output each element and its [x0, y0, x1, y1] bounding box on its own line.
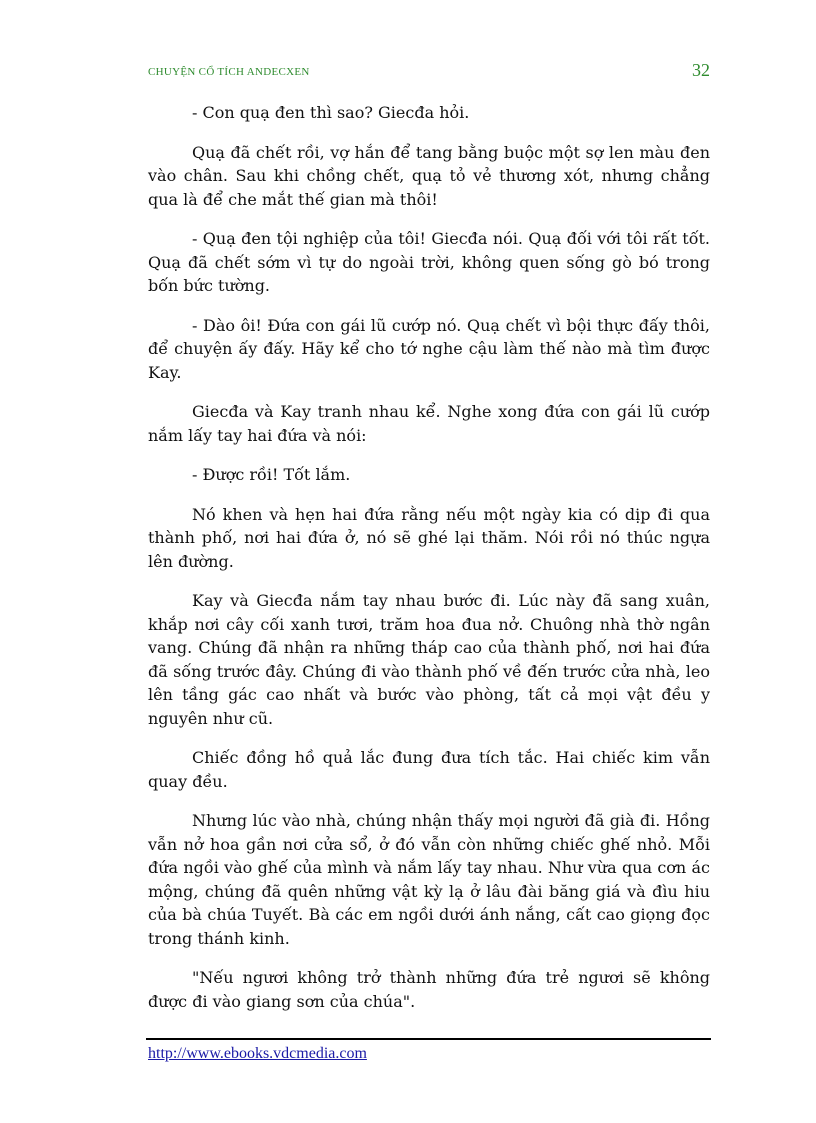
page-header: [148, 60, 710, 84]
paragraph: - Được rồi! Tốt lắm.: [192, 465, 351, 484]
paragraph: Chiếc đồng hồ quả lắc đung đưa tích tắc. Hai chiếc kim vẫn quay đều.: [148, 748, 710, 791]
paragraph: Nhưng lúc vào nhà, chúng nhận thấy mọi người đã già đi. Hồng vẫn nở hoa gần nơi cửa sổ, ở đó vẫn còn những chiếc ghế nhỏ. Mỗi đứa ngồi vào ghế của mình và nắm lấy tay nhau. Như vừa qua cơn ác mộng, chúng đã quên những vật kỳ lạ ở lâu đài băng giá và đìu hiu của bà chúa Tuyết. Bà các em ngồi dưới ánh nắng, cất cao giọng đọc trong thánh kinh.: [148, 811, 710, 948]
paragraph: "Nếu ngươi không trở thành những đứa trẻ ngươi sẽ không được đi vào giang sơn của chúa".: [148, 968, 710, 1011]
paragraph: - Dào ôi! Đứa con gái lũ cướp nó. Quạ chết vì bội thực đấy thôi, để chuyện ấy đấy. Hãy kể cho tớ nghe cậu làm thế nào mà tìm được Kay.: [148, 315, 710, 382]
paragraph: - Con quạ đen thì sao? Giecđa hỏi.: [192, 103, 470, 122]
paragraph: Giecđa và Kay tranh nhau kể. Nghe xong đứa con gái lũ cướp nắm lấy tay hai đứa và nói:: [148, 402, 710, 445]
page-number: 32: [692, 60, 710, 80]
paragraph: - Quạ đen tội nghiệp của tôi! Giecđa nói. Quạ đối với tôi rất tốt. Quạ đã chết sớm vì tự do ngoài trời, không quen sống gò bó trong bốn bức tường.: [148, 229, 710, 295]
paragraph: Nó khen và hẹn hai đứa rằng nếu một ngày kia có dịp đi qua thành phố, nơi hai đứa ở, nó sẽ ghé lại thăm. Nói rồi nó thúc ngựa lên đường.: [148, 504, 710, 571]
footer-divider: [146, 1038, 711, 1040]
page-body: [148, 101, 710, 1029]
book-title: CHUYỆN CỔ TÍCH ANDECXEN: [148, 66, 310, 78]
paragraph: Quạ đã chết rồi, vợ hắn để tang bằng buộc một sợ len màu đen vào chân. Sau khi chồng chết, quạ tỏ vẻ thương xót, nhưng chẳng qua là để che mắt thế gian mà thôi!: [148, 142, 710, 209]
paragraph: Kay và Giecđa nắm tay nhau bước đi. Lúc này đã sang xuân, khắp nơi cây cối xanh tươi, trăm hoa đua nở. Chuông nhà thờ ngân vang. Chúng đã nhận ra những tháp cao của thành phố, nơi hai đứa đã sống trước đây. Chúng đi vào thành phố về đến trước cửa nhà, leo lên tầng gác cao nhất và bước vào phòng, tất cả mọi vật đều y nguyên như cũ.: [148, 591, 710, 728]
footer-link[interactable]: http://www.ebooks.vdcmedia.com: [148, 1045, 367, 1062]
